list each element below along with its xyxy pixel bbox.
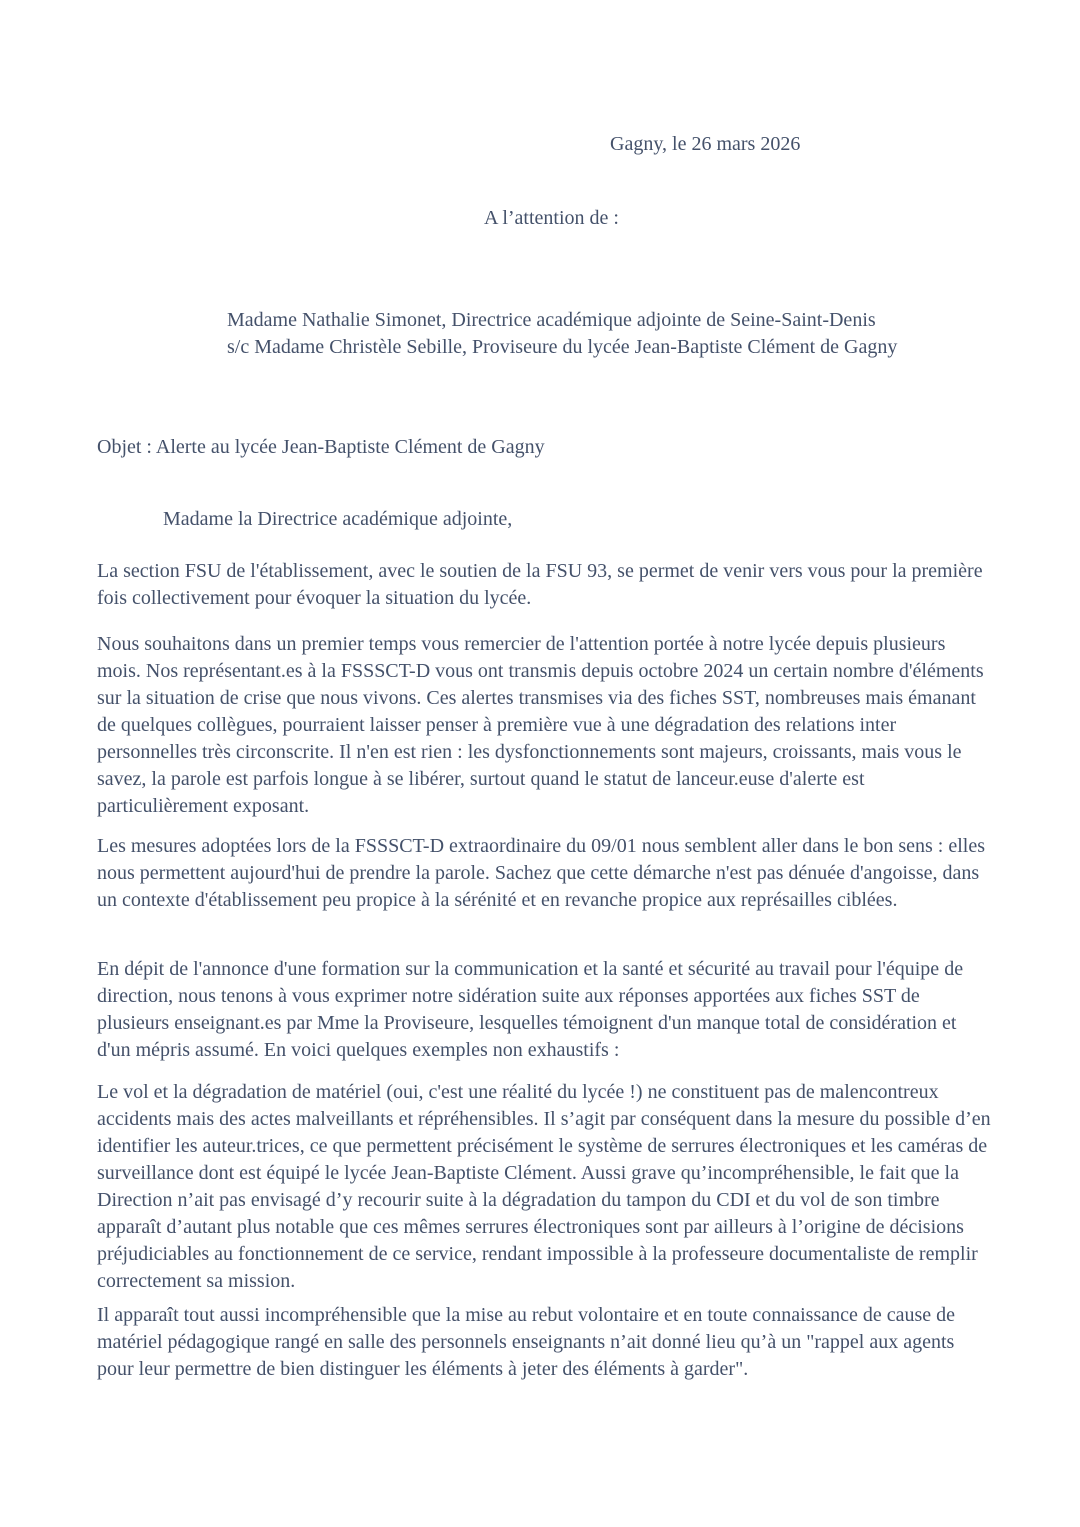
paragraph-intro: La section FSU de l'établissement, avec le soutien de la FSU 93, se permet de venir vers vous pour la première fois collectivement pour évoquer la situation du lycée. [97, 560, 983, 609]
recipient-block [227, 307, 897, 361]
letter-date: Gagny, le 26 mars 2026 [610, 133, 801, 155]
subject-line: Objet : Alerte au lycée Jean-Baptiste Clément de Gagny [97, 436, 545, 458]
attention-line: A l’attention de : [484, 207, 619, 229]
paragraph-mise-au-rebut: Il apparaît tout aussi incompréhensible que la mise au rebut volontaire et en toute connaissance de cause de matériel pédagogique rangé en salle des personnels enseignants n’ait donné lieu qu’à un "rappel aux agents pour leur permettre de bien distinguer les éléments à jeter des éléments à garder". [97, 1304, 956, 1380]
paragraph-vol-degradation: Le vol et la dégradation de matériel (oui, c'est une réalité du lycée !) ne constituent pas de malencontreux accidents mais des actes malveillants et répréhensibles. Il s’agit par conséquent dans la mesure du possible d’en identifier les auteur.trices, ce que permettent précisément le système de serrures électroniques et les caméras de surveillance dont est équipé le lycée Jean-Baptiste Clément. Aussi grave qu’incompréhensible, le fait que la Direction n’ait pas envisagé d’y recourir suite à la dégradation du tampon du CDI et du vol de son timbre apparaît d’autant plus notable que ces mêmes serrures électroniques sont par ailleurs à l’origine de décisions préjudiciables au fonctionnement de ce service, rendant impossible à la professeure documentaliste de remplir correctement sa mission. [97, 1081, 991, 1292]
paragraph-sideration: En dépit de l'annonce d'une formation sur la communication et la santé et sécurité au travail pour l'équipe de direction, nous tenons à vous exprimer notre sidération suite aux réponses apportées aux fiches SST de plusieurs enseignant.es par Mme la Proviseure, lesquelles témoignent d'un manque total de considération et d'un mépris assumé. En voici quelques exemples non exhaustifs : [97, 958, 964, 1061]
recipient-line-primary: Madame Nathalie Simonet, Directrice académique adjointe de Seine-Saint-Denis [227, 309, 876, 331]
paragraph-measures: Les mesures adoptées lors de la FSSSCT-D extraordinaire du 09/01 nous semblent aller dans le bon sens : elles nous permettent aujourd'hui de prendre la parole. Sachez que cette démarche n'est pas dénuée d'angoisse, dans un contexte d'établissement peu propice à la sérénité et en revanche propice aux représailles ciblées. [97, 835, 985, 911]
salutation: Madame la Directrice académique adjointe, [163, 508, 513, 530]
recipient-line-secondary: s/c Madame Christèle Sebille, Proviseure du lycée Jean-Baptiste Clément de Gagny [227, 336, 898, 358]
paragraph-context: Nous souhaitons dans un premier temps vous remercier de l'attention portée à notre lycée depuis plusieurs mois. Nos représentant.es à la FSSSCT-D vous ont transmis depuis octobre 2024 un certain nombre d'éléments sur la situation de crise que nous vivons. Ces alertes transmises via des fiches SST, nombreuses mais émanant de quelques collègues, pourraient laisser penser à première vue à une dégradation des relations inter personnelles très circonscrite. Il n'en est rien : les dysfonctionnements sont majeurs, croissants, mais vous le savez, la parole est parfois longue à se libérer, surtout quand le statut de lanceur.euse d'alerte est particulièrement exposant. [97, 633, 984, 817]
